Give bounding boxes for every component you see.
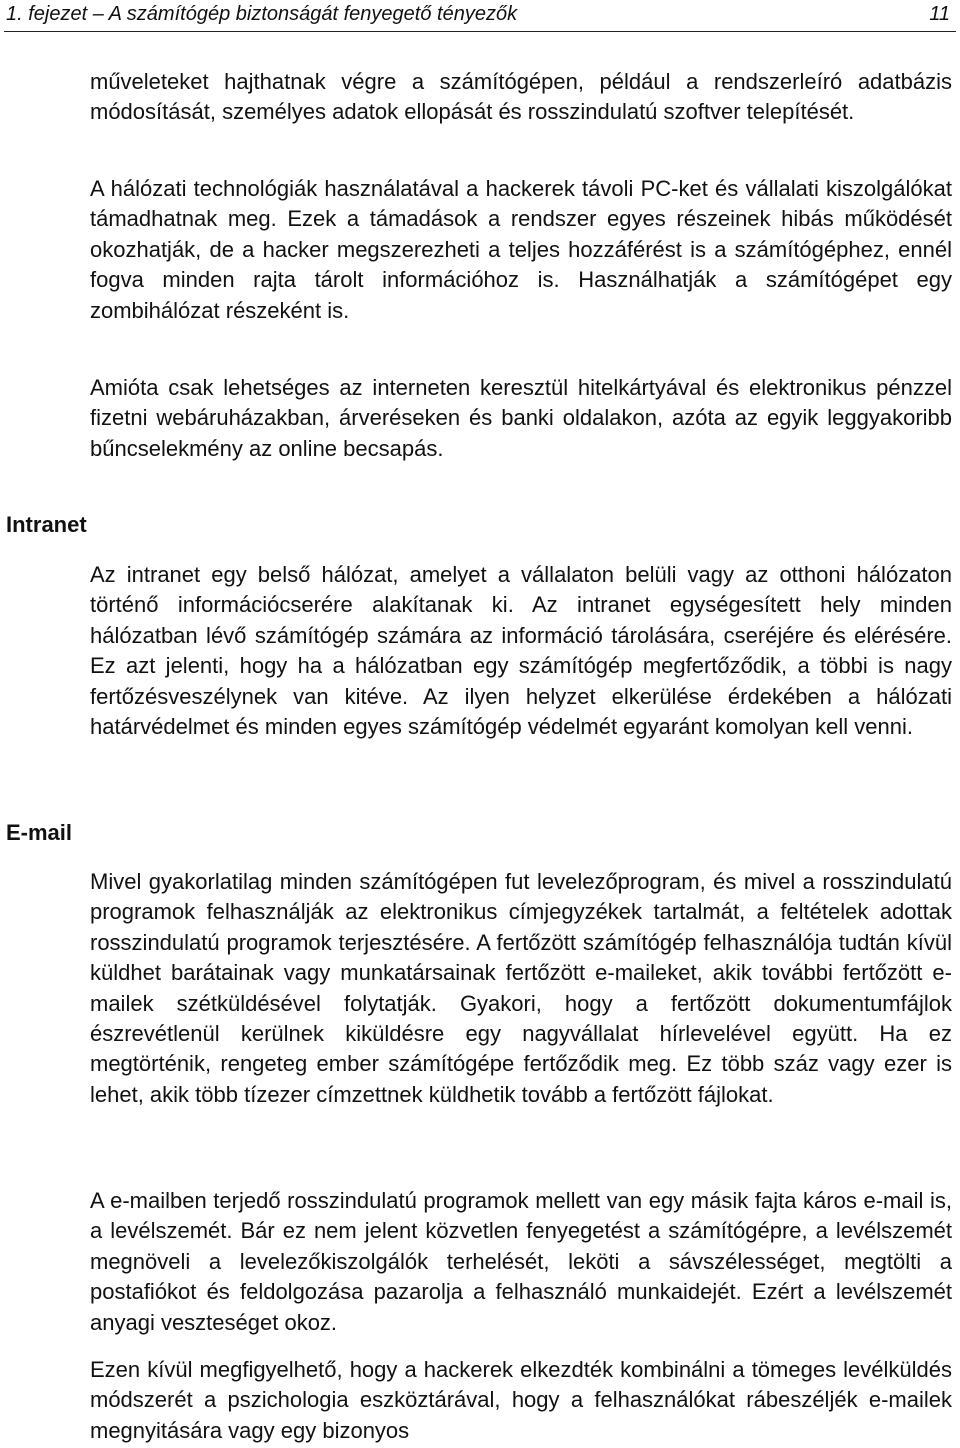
paragraph: Az intranet egy belső hálózat, amelyet a vállalaton belüli vagy az otthoni hálózaton történő információcserére alakítanak ki. Az intranet egységesített hely minden hálózatban lévő számítógép számára az információ tárolására, cseréjére és elérésére. Ez azt jelenti, hogy ha a hálózatban egy számítógép megfertőződik, a többi is nagy fertőzésveszélynek van kitéve. Az ilyen helyzet elkerülése érdekében a hálózati határvédelmet és minden egyes számítógép védelmét egyaránt komolyan kell venni. <box>90 562 952 740</box>
header-divider <box>4 31 956 32</box>
section-heading-intranet: Intranet <box>6 512 87 537</box>
paragraph: műveleteket hajthatnak végre a számítógépen, például a rendszerleíró adatbázis módosítását, személyes adatok ellopását és rosszindulatú szoftver telepítését. <box>90 69 952 125</box>
paragraph: Mivel gyakorlatilag minden számítógépen fut levelezőprogram, és mivel a rosszindulatú programok felhasználják az elektronikus címjegyzékek tartalmát, a feltételek adottak rosszindulatú programok terjesztésére. A fertőzött számítógép felhasználója tudtán kívül küldhet barátainak vagy munkatársainak fertőzött e-maileket, akik további fertőzött e-mailek szétküldésével folytatják. Gyakori, hogy a fertőzött dokumentumfájlok észrevétlenül kerülnek kiküldésre egy nagyvállalat hírlevelével együtt. Ha ez megtörténik, rengeteg ember számítógépe fertőződik meg. Ez több száz vagy ezer is lehet, akik több tízezer címzettnek küldhetik tovább a fertőzött fájlokat. <box>90 869 952 1107</box>
page-number: 11 <box>929 3 950 25</box>
paragraph: Amióta csak lehetséges az interneten keresztül hitelkártyával és elektronikus pénzzel fizetni webáruházakban, árveréseken és banki oldalakon, azóta az egyik leggyakoribb bűncselekmény az online becsapás. <box>90 375 952 461</box>
section-heading-email: E-mail <box>6 820 73 845</box>
paragraph: Ezen kívül megfigyelhető, hogy a hackerek elkezdték kombinálni a tömeges levélküldés módszerét a pszichologia eszköztárával, hogy a felhasználókat rábeszéljék e-mailek megnyitására vagy egy bizonyos <box>90 1357 952 1443</box>
chapter-title: 1. fejezet – A számítógép biztonságát fenyegető tényezők <box>6 3 518 25</box>
page-header <box>0 0 960 32</box>
paragraph: A e-mailben terjedő rosszindulatú programok mellett van egy másik fajta káros e-mail is, a levélszemét. Bár ez nem jelent közvetlen fenyegetést a számítógépre, a levélszemét megnöveli a levelezőkiszolgálók terhelését, leköti a sávszélességet, megtölti a postafiókot és feldolgozása pazarolja a felhasználó munkaidejét. Ezért a levélszemét anyagi veszteséget okoz. <box>90 1188 952 1335</box>
paragraph: A hálózati technológiák használatával a hackerek távoli PC-ket és vállalati kiszolgálókat támadhatnak meg. Ezek a támadások a rendszer egyes részeinek hibás működését okozhatják, de a hacker megszerezheti a teljes hozzáférést is a számítógéphez, ennél fogva minden rajta tárolt információhoz is. Használhatják a számítógépet egy zombihálózat részeként is. <box>90 176 952 323</box>
